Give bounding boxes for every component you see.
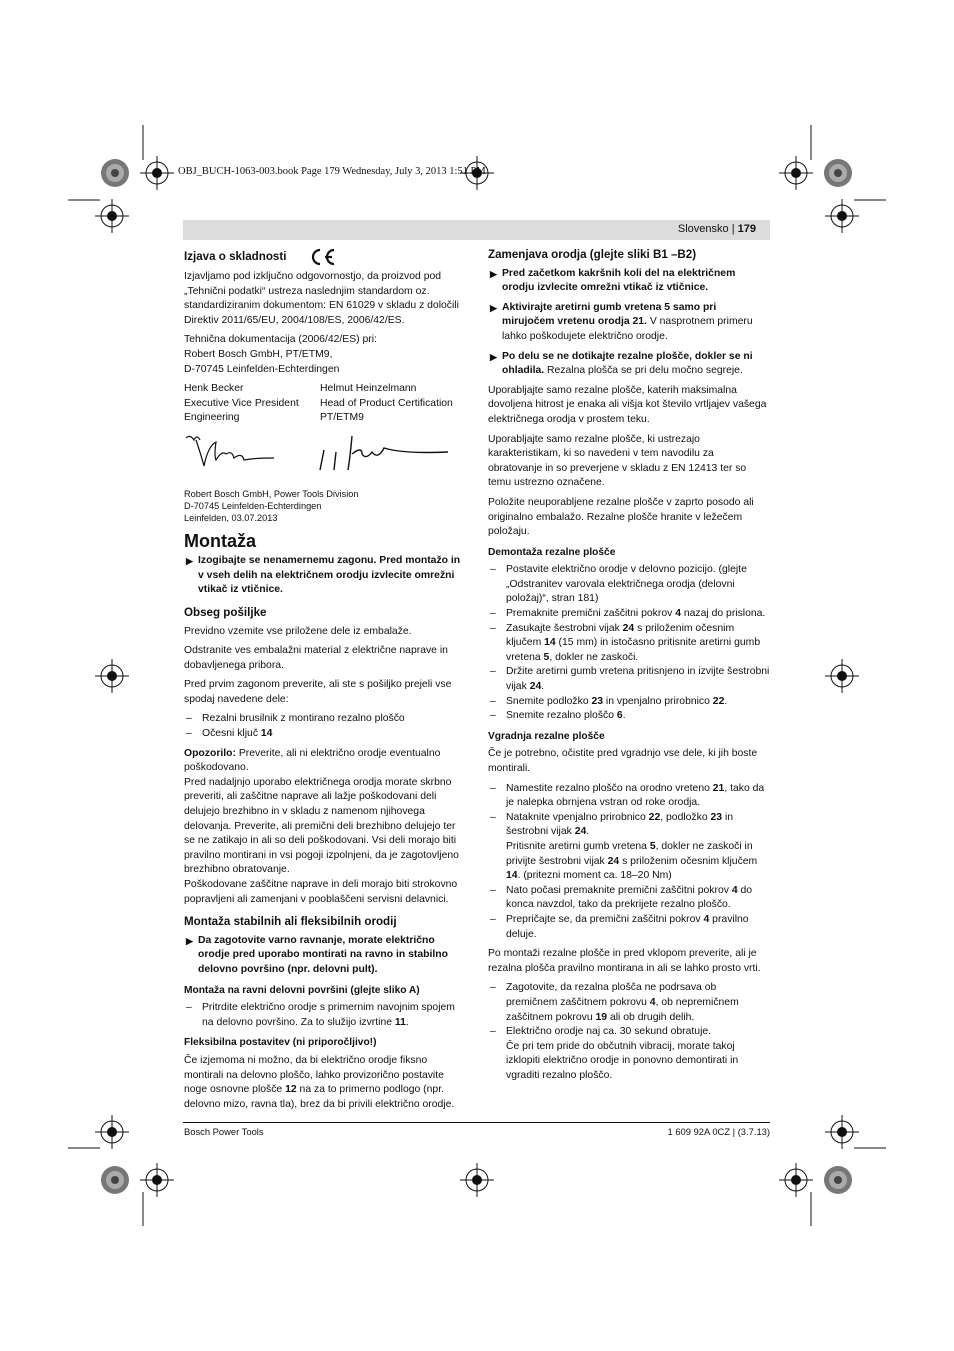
heading-obseg: Obseg pošiljke — [184, 605, 267, 619]
list-item: – Rezalni brusilnik z montirano rezalno ploščo — [186, 713, 405, 725]
left-column: Izjava o skladnosti Izjavljamo pod izključno odgovornostjo, da proizvod pod „Tehnični podatki“ ustreza naslednjim standardom oz. standardiziranim dokumentom: EN 61029 v skladu z določili Direktiv 2011/65/EU, 2004/108/ES, 2006/42/ES. Tehnična dokumentacija (2006/42/ES) pri: Robert Bosch GmbH, PT/ETM9, D-70745 Leinfelden-Echterdingen Henk Becker Executive Vice President Engineering Helmut Heinzelmann Head of Product Certification PT/ETM9 Robert Bosch GmbH, Power Tools Division D-70745 Leinfelden-Echterdingen Leinfelden, 03.07.2013 Montaža ▶ Izogibajte se nenamernemu zagonu. Pred montažo in v vseh delih na električnem orodju izvlecite omrežni vtikač iz vtičnice. Obseg pošiljke Previdno vzemite vse priložene dele iz embalaže. Odstranite ves embalažni material z električne naprave in dobavljenega pribora. Pred prvim zagonom preverite, ali ste s pošiljko prejeli vse spodaj navedene dele: – Rezalni brusilnik z montirano rezalno ploščo – Očesni ključ 14 Opozorilo: Preverite, ali ni električno orodje eventualno poškodovano. Pred nadaljnjo uporabo električnega orodja morate skrbno preveriti, ali zaščitne naprave ali lažje poškodovani deli delujejo brezhibno in v skladu z namenom njihovega delovanja. Preverite, ali premični deli brezhibno delujejo ter se ne zatikajo in ali so deli poškodovani. Vsi deli morajo biti pravilno montirani in vsi pogoji izpolnjeni, da je zagotovljeno brezhibno obratovanje. Poškodovane zaščitne naprave in deli morajo biti strokovno popravljeni ali zamenjani v pooblaščeni servisni delavnici. Montaža stabilnih ali fleksibilnih orodij ▶ Da zagotovite varno ravnanje, morate električno orodje pred uporabo montirati na ravno in stabilno delovno površino (npr. delovni pult). Montaža na ravni delovni površini (glejte sliko A) – Pritrdite električno orodje s primernim navojnim spojem na delovno površino. Za to služijo izvrtine 11. Fleksibilna postavitev (ni priporočljivo!) Če izjemoma ni možno, da bi električno orodje fiksno montirali na delovno ploščo, lahko provizorično postavite noge osnovne plošče 12 na za to primerno podlogo (npr. delovno mizo, ravna tla), brez da bi privili električno orodje. — [184, 248, 466, 1117]
list-item: – Držite aretirni gumb vretena pritisnjeno in izvijte šestrobni vijak 24. — [490, 666, 770, 693]
list-item: – Namestite rezalno ploščo na orodno vreteno 21, tako da je nalepka obrnjena vstran od roke orodja. — [490, 782, 765, 809]
heading-ravni: Montaža na ravni delovni površini (glejte sliko A) — [184, 984, 420, 996]
heading-demontaza: Demontaža rezalne plošče — [488, 546, 616, 558]
heading-zamenjava: Zamenjava orodja (glejte sliki B1 –B2) — [488, 248, 697, 261]
heading-fleks: Fleksibilna postavitev (ni priporočljivo!) — [184, 1037, 377, 1049]
warning-item: ▶ Da zagotovite varno ravnanje, morate električno orodje pred uporabo montirati na ravno in stabilno delovno površino (npr. delovni pult). — [186, 934, 448, 975]
list-item: – Premaknite premični zaščitni pokrov 4 nazaj do prislona. — [490, 608, 766, 620]
warning-item: ▶ Aktivirajte aretirni gumb vretena 5 samo pri mirujočem vretenu orodja 21. V nasprotnem primeru lahko poškodujete električno orodje. — [490, 301, 753, 342]
conformity-text: Izjavljamo pod izključno odgovornostjo, da proizvod pod „Tehnični podatki“ ustreza naslednjim standardom oz. standardiziranim dokumentom: EN 61029 v skladu z določili Direktiv 2011/65/EU, 2004/108/ES, 2006/42/ES. — [184, 271, 459, 326]
list-item: – Nato počasi premaknite premični zaščitni pokrov 4 do konca navzdol, tako da prekrijete rezalno ploščo. — [490, 884, 753, 911]
heading-montaza: Montaža — [184, 530, 256, 551]
list-item: – Nataknite vpenjalno prirobnico 22, podložko 23 in šestrobni vijak 24. Pritisnite aretirni gumb vretena 5, dokler ne zaskoči in privijte šestrobni vijak 24 s priloženim očesnim ključem 14. (pritezni moment ca. 18–20 Nm) — [490, 811, 758, 882]
print-slug: OBJ_BUCH-1063-003.book Page 179 Wednesday, July 3, 2013 1:51 PM — [178, 166, 486, 177]
list-item: – Zasukajte šestrobni vijak 24 s priloženim očesnim ključem 14 (15 mm) in istočasno pritisnite aretirni gumb vretena 5, dokler ne zaskoči. — [490, 622, 761, 663]
signature-image — [184, 430, 454, 480]
signatories: Henk Becker Executive Vice President Engineering Helmut Heinzelmann Head of Product Certification PT/ETM9 — [184, 383, 453, 424]
footer-left: Bosch Power Tools — [184, 1126, 264, 1137]
list-item: – Prepričajte se, da premični zaščitni pokrov 4 pravilno deluje. — [490, 913, 749, 940]
right-column: Zamenjava orodja (glejte sliki B1 –B2) ▶ Pred začetkom kakršnih koli del na električnem orodju izvlecite omrežni vtikač iz vtičnice. ▶ Aktivirajte aretirni gumb vretena 5 samo pri mirujočem vretenu orodja 21. V nasprotnem primeru lahko poškodujete električno orodje. ▶ Po delu se ne dotikajte rezalne plošče, dokler se ni ohladila. Rezalna plošča se pri delu močno segreje. Uporabljajte samo rezalne plošče, katerih maksimalna dovoljena hitrost je enaka ali višja kot število vrtljajev vašega električnega orodja v prostem teku. Uporabljajte samo rezalne plošče, ki ustrezajo karakteristikam, ki so navedeni v tem navodilu za obratovanje in so preverjene v skladu z EN 12413 ter so temu ustrezno označene. Položite neuporabljene rezalne plošče v zaprto posodo ali originalno embalažo. Rezalne plošče hranite v ležečem položaju. Demontaža rezalne plošče – Postavite električno orodje v delovno pozicijo. (glejte „Odstranitev varovala električnega orodja (delovni položaj)“, stran 181) – Premaknite premični zaščitni pokrov 4 nazaj do prislona. – Zasukajte šestrobni vijak 24 s priloženim očesnim ključem 14 (15 mm) in istočasno pritisnite aretirni gumb vretena 5, dokler ne zaskoči. – Držite aretirni gumb vretena pritisnjeno in izvijte šestrobni vijak 24. – Snemite podložko 23 in vpenjalno prirobnico 22. – Snemite rezalno ploščo 6. Vgradnja rezalne plošče Če je potrebno, očistite pred vgradnjo vse dele, ki jih boste montirali. – Namestite rezalno ploščo na orodno vreteno 21, tako da je nalepka obrnjena vstran od roke orodja. – Nataknite vpenjalno prirobnico 22, podložko 23 in šestrobni vijak 24. Pritisnite aretirni gumb vretena 5, dokler ne zaskoči in privijte šestrobni vijak 24 s priloženim očesnim ključem 14. (pritezni moment ca. 18–20 Nm) – Nato počasi premaknite premični zaščitni pokrov 4 do konca navzdol, tako da prekrijete rezalno ploščo. – Prepričajte se, da premični zaščitni pokrov 4 pravilno deluje. Po montaži rezalne plošče in pred vklopom preverite, ali je rezalna plošča pravilno montirana in ali se lahko prosto vrti. – Zagotovite, da rezalna plošča ne podrsava ob premičnem zaščitnem pokrovu 4, ob nepremičnem zaščitnem pokrovu 19 ali ob drugih delih. – Električno orodje naj ca. 30 sekund obratuje. Če pri tem pride do občutnih vibracij, morate takoj izklopiti električno orodje in ponovno demontirati in vgraditi rezalno ploščo. — [488, 248, 770, 1083]
page-number: 179 — [737, 223, 756, 235]
heading-conformity: Izjava o skladnosti — [184, 250, 287, 264]
list-item: – Električno orodje naj ca. 30 sekund obratuje. Če pri tem pride do občutnih vibracij, morate takoj izklopiti električno orodje in ponovno demontirati in vgraditi rezalno ploščo. — [490, 1026, 739, 1081]
list-item: – Očesni ključ 14 — [186, 728, 273, 740]
list-item: – Zagotovite, da rezalna plošča ne podrsava ob premičnem zaščitnem pokrovu 4, ob nepremičnem zaščitnem pokrovu 19 ali ob drugih delih. — [490, 982, 739, 1023]
page-header: Slovensko | 179 — [183, 220, 770, 240]
list-item: – Snemite rezalno ploščo 6. — [490, 710, 626, 722]
heading-vgradnja: Vgradnja rezalne plošče — [488, 730, 605, 742]
footer-right: 1 609 92A 0CZ | (3.7.13) — [667, 1126, 770, 1137]
list-item: – Snemite podložko 23 in vpenjalno prirobnico 22. — [490, 695, 728, 707]
warning-item: ▶ Pred začetkom kakršnih koli del na električnem orodju izvlecite omrežni vtikač iz vtičnice. — [490, 267, 736, 294]
list-item: – Postavite električno orodje v delovno pozicijo. (glejte „Odstranitev varovala električnega orodja (delovni položaj)“, stran 181) — [490, 564, 747, 605]
list-item: – Pritrdite električno orodje s primernim navojnim spojem na delovno površino. Za to služijo izvrtine 11. — [186, 1002, 455, 1028]
warning-item: ▶ Izogibajte se nenamernemu zagonu. Pred montažo in v vseh delih na električnem orodju izvlecite omrežni vtikač iz vtičnice. — [186, 555, 461, 596]
warning-item: ▶ Po delu se ne dotikajte rezalne plošče, dokler se ni ohladila. Rezalna plošča se pri delu močno segreje. — [490, 350, 753, 377]
header-language: Slovensko — [677, 223, 729, 235]
heading-stabilni: Montaža stabilnih ali fleksibilnih orodij — [184, 915, 397, 929]
ce-mark-icon — [308, 248, 336, 266]
footer-rule — [183, 1122, 770, 1123]
